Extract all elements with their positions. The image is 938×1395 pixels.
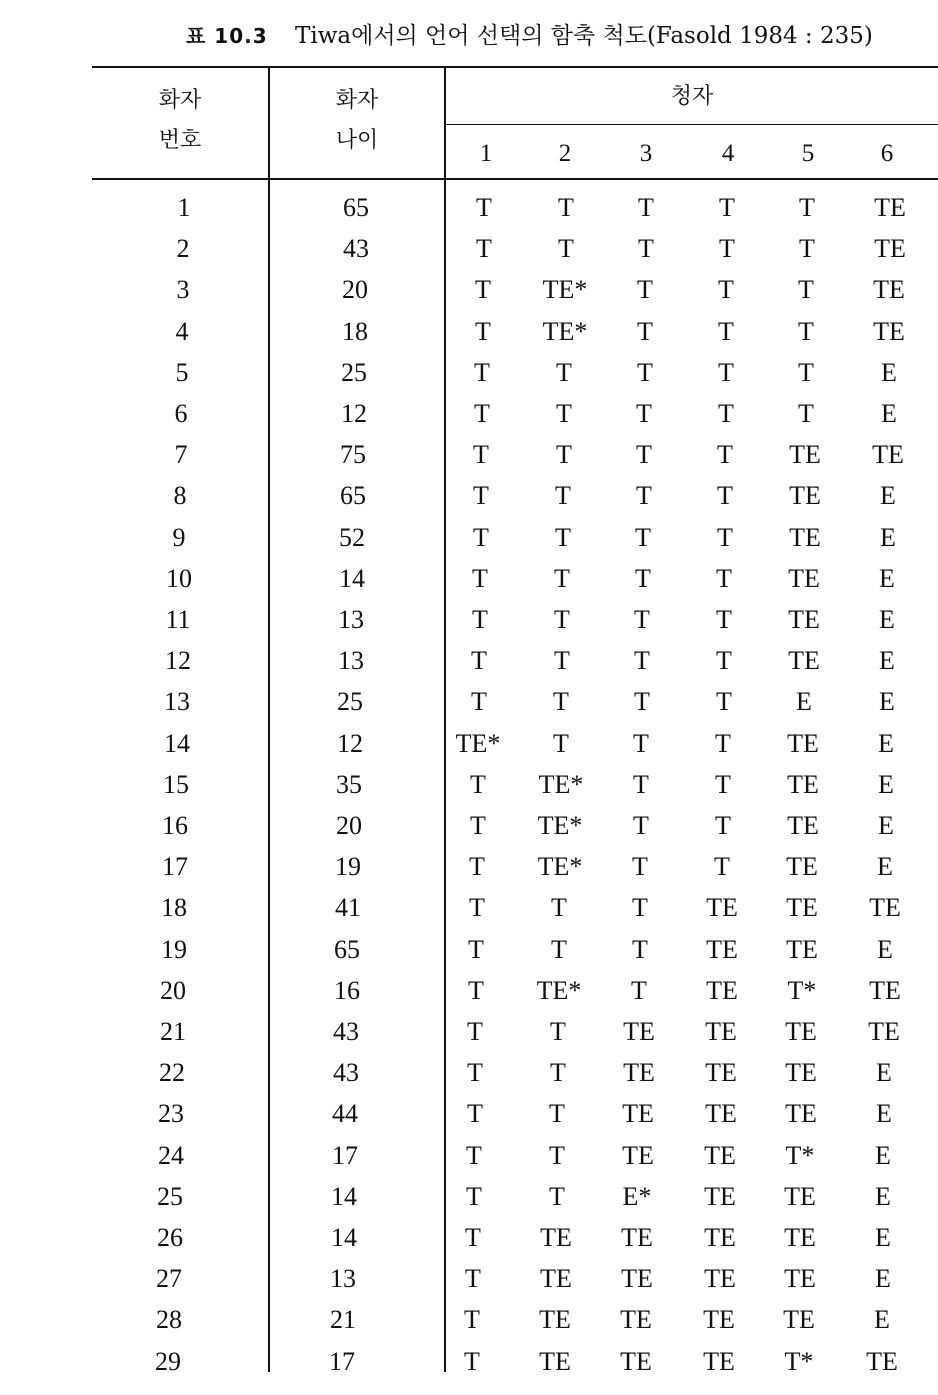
speaker-number-cell: 21 bbox=[160, 1017, 186, 1046]
column-divider-right bbox=[444, 66, 446, 1372]
listener-6-choice-cell: E bbox=[881, 358, 897, 387]
listener-6-choice-cell: TE bbox=[868, 1017, 900, 1046]
speaker-age-cell: 65 bbox=[343, 193, 369, 222]
listener-4-choice-cell: T bbox=[717, 523, 733, 552]
listener-3-choice-cell: TE bbox=[620, 1347, 652, 1376]
listener-3-choice-cell: T bbox=[636, 399, 652, 428]
listener-6-choice-cell: E bbox=[879, 605, 895, 634]
listener-6-choice-cell: E bbox=[879, 564, 895, 593]
speaker-number-cell: 5 bbox=[175, 358, 189, 387]
speaker-age-cell: 16 bbox=[334, 976, 360, 1005]
speaker-number-cell: 26 bbox=[157, 1223, 183, 1252]
listener-1-choice-cell: T bbox=[471, 687, 487, 716]
listener-5-choice-cell: TE bbox=[783, 1305, 815, 1334]
speaker-number-cell: 11 bbox=[165, 605, 191, 634]
speaker-number-cell: 16 bbox=[162, 811, 188, 840]
speaker-number-cell: 22 bbox=[159, 1058, 185, 1087]
listener-4-choice-cell: T bbox=[715, 770, 731, 799]
listener-1-choice-cell: T bbox=[469, 852, 485, 881]
listener-4-choice-cell: T bbox=[719, 193, 735, 222]
listener-3-choice-cell: T bbox=[637, 358, 653, 387]
speaker-age-cell: 43 bbox=[333, 1017, 359, 1046]
speaker-number-cell: 1 bbox=[177, 193, 191, 222]
speaker-age-cell: 17 bbox=[329, 1347, 355, 1376]
listener-3-choice-cell: T bbox=[633, 811, 649, 840]
speaker-number-cell: 18 bbox=[161, 893, 187, 922]
listener-5-choice-cell: TE bbox=[784, 1223, 816, 1252]
listener-1-choice-cell: T bbox=[475, 317, 491, 346]
listener-2-choice-cell: T bbox=[551, 935, 567, 964]
listener-6-choice-cell: E bbox=[880, 481, 896, 510]
header-listener-col-2: 2 bbox=[558, 140, 572, 167]
listener-6-choice-cell: TE bbox=[873, 317, 905, 346]
listener-4-choice-cell: T bbox=[715, 729, 731, 758]
listener-5-choice-cell: T bbox=[799, 234, 815, 263]
listener-1-choice-cell: T bbox=[474, 358, 490, 387]
listener-1-choice-cell: T bbox=[474, 399, 490, 428]
listener-5-choice-cell: TE bbox=[788, 646, 820, 675]
speaker-number-cell: 12 bbox=[165, 646, 191, 675]
speaker-number-cell: 20 bbox=[160, 976, 186, 1005]
listener-2-choice-cell: TE* bbox=[537, 852, 583, 881]
listener-3-choice-cell: T bbox=[636, 440, 652, 469]
listener-6-choice-cell: E bbox=[879, 687, 895, 716]
listener-5-choice-cell: T bbox=[798, 399, 814, 428]
listener-4-choice-cell: TE bbox=[705, 1058, 737, 1087]
listener-6-choice-cell: TE bbox=[873, 275, 905, 304]
speaker-number-cell: 15 bbox=[163, 770, 189, 799]
speaker-number-cell: 8 bbox=[173, 481, 187, 510]
listener-3-choice-cell: T bbox=[632, 852, 648, 881]
speaker-age-cell: 14 bbox=[331, 1182, 357, 1211]
speaker-age-cell: 21 bbox=[330, 1305, 356, 1334]
listener-1-choice-cell: T bbox=[466, 1141, 482, 1170]
listener-6-choice-cell: E bbox=[878, 811, 894, 840]
listener-6-choice-cell: E bbox=[875, 1141, 891, 1170]
listener-1-choice-cell: T bbox=[471, 646, 487, 675]
speaker-number-cell: 7 bbox=[174, 440, 188, 469]
speaker-number-cell: 13 bbox=[164, 687, 190, 716]
listener-6-choice-cell: E bbox=[876, 1058, 892, 1087]
listener-1-choice-cell: T bbox=[467, 1017, 483, 1046]
listener-6-choice-cell: E bbox=[880, 523, 896, 552]
listener-6-choice-cell: E bbox=[876, 1099, 892, 1128]
listener-4-choice-cell: T bbox=[716, 605, 732, 634]
speaker-age-cell: 44 bbox=[332, 1099, 358, 1128]
listener-3-choice-cell: TE bbox=[622, 1141, 654, 1170]
listener-6-choice-cell: E bbox=[875, 1264, 891, 1293]
listener-5-choice-cell: TE bbox=[786, 893, 818, 922]
header-listener-col-1: 1 bbox=[479, 140, 493, 167]
listener-6-choice-cell: TE bbox=[874, 234, 906, 263]
listener-2-choice-cell: TE bbox=[540, 1223, 572, 1252]
listener-3-choice-cell: T bbox=[637, 317, 653, 346]
listener-3-choice-cell: E* bbox=[622, 1182, 652, 1211]
speaker-age-cell: 43 bbox=[333, 1058, 359, 1087]
listener-5-choice-cell: TE bbox=[787, 729, 819, 758]
speaker-age-cell: 25 bbox=[337, 687, 363, 716]
listener-5-choice-cell: TE bbox=[786, 935, 818, 964]
listener-1-choice-cell: T bbox=[468, 935, 484, 964]
listener-2-choice-cell: TE bbox=[540, 1264, 572, 1293]
listener-4-choice-cell: T bbox=[714, 852, 730, 881]
listener-1-choice-cell: T bbox=[473, 523, 489, 552]
column-divider-left bbox=[268, 66, 270, 1372]
listener-2-choice-cell: T bbox=[550, 1017, 566, 1046]
listener-4-choice-cell: TE bbox=[703, 1305, 735, 1334]
listener-4-choice-cell: TE bbox=[706, 935, 738, 964]
listener-5-choice-cell: TE bbox=[789, 523, 821, 552]
listener-6-choice-cell: E bbox=[881, 399, 897, 428]
listener-4-choice-cell: TE bbox=[706, 976, 738, 1005]
listener-6-choice-cell: E bbox=[878, 729, 894, 758]
speaker-age-cell: 41 bbox=[335, 893, 361, 922]
listener-5-choice-cell: T bbox=[798, 317, 814, 346]
listener-5-choice-cell: T* bbox=[787, 976, 817, 1005]
speaker-age-cell: 19 bbox=[335, 852, 361, 881]
listener-3-choice-cell: T bbox=[635, 564, 651, 593]
listener-4-choice-cell: TE bbox=[706, 893, 738, 922]
listener-6-choice-cell: TE bbox=[869, 893, 901, 922]
speaker-age-cell: 12 bbox=[337, 729, 363, 758]
speaker-age-cell: 18 bbox=[342, 317, 368, 346]
speaker-number-cell: 27 bbox=[156, 1264, 182, 1293]
listener-5-choice-cell: TE bbox=[789, 481, 821, 510]
listener-1-choice-cell: T bbox=[473, 440, 489, 469]
listener-1-choice-cell: T bbox=[467, 1058, 483, 1087]
speaker-number-cell: 29 bbox=[155, 1347, 181, 1376]
listener-1-choice-cell: T bbox=[472, 605, 488, 634]
listener-5-choice-cell: T bbox=[798, 358, 814, 387]
speaker-age-cell: 14 bbox=[331, 1223, 357, 1252]
header-speaker-no-line2: 번호 bbox=[158, 128, 202, 153]
listener-3-choice-cell: TE bbox=[620, 1305, 652, 1334]
listener-3-choice-cell: TE bbox=[623, 1017, 655, 1046]
header-bottom-rule bbox=[92, 178, 938, 180]
header-listener-col-6: 6 bbox=[880, 140, 894, 167]
header-listener-col-4: 4 bbox=[721, 140, 735, 167]
listener-3-choice-cell: TE bbox=[622, 1099, 654, 1128]
listener-2-choice-cell: T bbox=[551, 893, 567, 922]
speaker-number-cell: 19 bbox=[161, 935, 187, 964]
speaker-number-cell: 6 bbox=[174, 399, 188, 428]
listener-3-choice-cell: T bbox=[638, 234, 654, 263]
header-speaker-age-line1: 화자 bbox=[335, 88, 379, 113]
listener-2-choice-cell: T bbox=[555, 523, 571, 552]
listener-3-choice-cell: T bbox=[634, 646, 650, 675]
listener-6-choice-cell: E bbox=[875, 1223, 891, 1252]
listener-2-choice-cell: TE* bbox=[538, 770, 584, 799]
speaker-age-cell: 13 bbox=[338, 605, 364, 634]
listener-5-choice-cell: T* bbox=[784, 1347, 814, 1376]
listener-4-choice-cell: T bbox=[717, 440, 733, 469]
listener-5-choice-cell: TE bbox=[784, 1182, 816, 1211]
listener-subheader-rule bbox=[446, 124, 938, 125]
header-listener-col-5: 5 bbox=[801, 140, 815, 167]
listener-1-choice-cell: T bbox=[465, 1264, 481, 1293]
listener-6-choice-cell: E bbox=[875, 1182, 891, 1211]
listener-3-choice-cell: T bbox=[637, 275, 653, 304]
header-speaker-age-line2: 나이 bbox=[335, 128, 379, 153]
listener-1-choice-cell: T bbox=[464, 1347, 480, 1376]
listener-3-choice-cell: T bbox=[636, 481, 652, 510]
listener-2-choice-cell: T bbox=[554, 564, 570, 593]
speaker-age-cell: 75 bbox=[340, 440, 366, 469]
listener-4-choice-cell: T bbox=[717, 481, 733, 510]
listener-2-choice-cell: TE bbox=[539, 1347, 571, 1376]
speaker-number-cell: 23 bbox=[158, 1099, 184, 1128]
listener-4-choice-cell: T bbox=[718, 275, 734, 304]
listener-5-choice-cell: TE bbox=[785, 1058, 817, 1087]
listener-6-choice-cell: TE bbox=[866, 1347, 898, 1376]
speaker-age-cell: 13 bbox=[330, 1264, 356, 1293]
listener-4-choice-cell: T bbox=[718, 358, 734, 387]
speaker-age-cell: 52 bbox=[339, 523, 365, 552]
listener-2-choice-cell: TE* bbox=[536, 976, 582, 1005]
listener-4-choice-cell: T bbox=[716, 646, 732, 675]
listener-1-choice-cell: T bbox=[466, 1182, 482, 1211]
listener-2-choice-cell: TE* bbox=[542, 317, 588, 346]
listener-4-choice-cell: T bbox=[719, 234, 735, 263]
speaker-age-cell: 20 bbox=[342, 275, 368, 304]
listener-3-choice-cell: T bbox=[634, 605, 650, 634]
caption-title: Tiwa에서의 언어 선택의 함축 척도(Fasold 1984 : 235) bbox=[295, 23, 873, 49]
listener-1-choice-cell: T bbox=[475, 275, 491, 304]
speaker-number-cell: 10 bbox=[166, 564, 192, 593]
speaker-age-cell: 25 bbox=[341, 358, 367, 387]
listener-4-choice-cell: TE bbox=[703, 1347, 735, 1376]
listener-5-choice-cell: T bbox=[799, 193, 815, 222]
speaker-number-cell: 9 bbox=[172, 523, 186, 552]
speaker-age-cell: 14 bbox=[339, 564, 365, 593]
listener-4-choice-cell: TE bbox=[705, 1017, 737, 1046]
caption-label: 표 10.3 bbox=[186, 24, 268, 48]
speaker-age-cell: 13 bbox=[338, 646, 364, 675]
header-listener: 청자 bbox=[670, 84, 714, 109]
listener-3-choice-cell: T bbox=[638, 193, 654, 222]
listener-2-choice-cell: T bbox=[549, 1099, 565, 1128]
listener-4-choice-cell: TE bbox=[704, 1223, 736, 1252]
listener-4-choice-cell: T bbox=[715, 811, 731, 840]
listener-5-choice-cell: TE bbox=[787, 770, 819, 799]
listener-1-choice-cell: T bbox=[470, 770, 486, 799]
listener-4-choice-cell: TE bbox=[705, 1099, 737, 1128]
listener-6-choice-cell: E bbox=[877, 852, 893, 881]
listener-5-choice-cell: TE bbox=[788, 564, 820, 593]
speaker-number-cell: 3 bbox=[176, 275, 190, 304]
listener-3-choice-cell: T bbox=[633, 770, 649, 799]
listener-2-choice-cell: T bbox=[555, 481, 571, 510]
listener-1-choice-cell: T bbox=[476, 234, 492, 263]
listener-6-choice-cell: E bbox=[879, 646, 895, 675]
speaker-number-cell: 14 bbox=[164, 729, 190, 758]
listener-6-choice-cell: TE bbox=[869, 976, 901, 1005]
listener-1-choice-cell: TE* bbox=[455, 729, 501, 758]
listener-5-choice-cell: T* bbox=[785, 1141, 815, 1170]
speaker-number-cell: 28 bbox=[156, 1305, 182, 1334]
listener-4-choice-cell: T bbox=[716, 564, 732, 593]
listener-5-choice-cell: TE bbox=[785, 1017, 817, 1046]
listener-4-choice-cell: TE bbox=[704, 1182, 736, 1211]
listener-5-choice-cell: TE bbox=[784, 1264, 816, 1293]
speaker-number-cell: 17 bbox=[162, 852, 188, 881]
speaker-age-cell: 20 bbox=[336, 811, 362, 840]
speaker-age-cell: 43 bbox=[343, 234, 369, 263]
speaker-number-cell: 24 bbox=[158, 1141, 184, 1170]
listener-1-choice-cell: T bbox=[464, 1305, 480, 1334]
listener-6-choice-cell: E bbox=[877, 935, 893, 964]
speaker-number-cell: 2 bbox=[176, 234, 190, 263]
listener-5-choice-cell: T bbox=[798, 275, 814, 304]
listener-2-choice-cell: T bbox=[556, 358, 572, 387]
listener-3-choice-cell: TE bbox=[621, 1264, 653, 1293]
speaker-number-cell: 25 bbox=[157, 1182, 183, 1211]
listener-2-choice-cell: T bbox=[554, 605, 570, 634]
header-speaker-no-line1: 화자 bbox=[158, 88, 202, 113]
listener-2-choice-cell: T bbox=[556, 399, 572, 428]
listener-4-choice-cell: TE bbox=[704, 1264, 736, 1293]
speaker-age-cell: 12 bbox=[341, 399, 367, 428]
listener-5-choice-cell: TE bbox=[785, 1099, 817, 1128]
speaker-age-cell: 35 bbox=[336, 770, 362, 799]
listener-6-choice-cell: E bbox=[874, 1305, 890, 1334]
listener-2-choice-cell: TE* bbox=[537, 811, 583, 840]
speaker-age-cell: 17 bbox=[332, 1141, 358, 1170]
listener-2-choice-cell: T bbox=[556, 440, 572, 469]
listener-5-choice-cell: E bbox=[796, 687, 812, 716]
listener-1-choice-cell: T bbox=[465, 1223, 481, 1252]
header-listener-col-3: 3 bbox=[639, 140, 653, 167]
speaker-age-cell: 65 bbox=[340, 481, 366, 510]
listener-6-choice-cell: TE bbox=[872, 440, 904, 469]
listener-1-choice-cell: T bbox=[472, 564, 488, 593]
listener-3-choice-cell: TE bbox=[623, 1058, 655, 1087]
listener-2-choice-cell: T bbox=[558, 193, 574, 222]
listener-6-choice-cell: E bbox=[878, 770, 894, 799]
listener-1-choice-cell: T bbox=[470, 811, 486, 840]
listener-1-choice-cell: T bbox=[468, 976, 484, 1005]
listener-2-choice-cell: T bbox=[553, 687, 569, 716]
listener-3-choice-cell: T bbox=[633, 729, 649, 758]
listener-1-choice-cell: T bbox=[476, 193, 492, 222]
listener-2-choice-cell: T bbox=[549, 1141, 565, 1170]
listener-3-choice-cell: T bbox=[632, 935, 648, 964]
listener-2-choice-cell: T bbox=[558, 234, 574, 263]
listener-5-choice-cell: TE bbox=[787, 811, 819, 840]
listener-5-choice-cell: TE bbox=[786, 852, 818, 881]
listener-2-choice-cell: TE* bbox=[542, 275, 588, 304]
listener-2-choice-cell: T bbox=[549, 1182, 565, 1211]
listener-4-choice-cell: T bbox=[716, 687, 732, 716]
listener-4-choice-cell: T bbox=[718, 317, 734, 346]
speaker-age-cell: 65 bbox=[334, 935, 360, 964]
listener-6-choice-cell: TE bbox=[874, 193, 906, 222]
listener-3-choice-cell: T bbox=[635, 523, 651, 552]
listener-5-choice-cell: TE bbox=[788, 605, 820, 634]
listener-5-choice-cell: TE bbox=[789, 440, 821, 469]
listener-3-choice-cell: TE bbox=[621, 1223, 653, 1252]
listener-3-choice-cell: T bbox=[632, 893, 648, 922]
listener-2-choice-cell: T bbox=[550, 1058, 566, 1087]
listener-4-choice-cell: T bbox=[718, 399, 734, 428]
listener-2-choice-cell: TE bbox=[539, 1305, 571, 1334]
listener-2-choice-cell: T bbox=[553, 729, 569, 758]
listener-1-choice-cell: T bbox=[469, 893, 485, 922]
listener-3-choice-cell: T bbox=[634, 687, 650, 716]
listener-2-choice-cell: T bbox=[554, 646, 570, 675]
listener-3-choice-cell: T bbox=[631, 976, 647, 1005]
listener-4-choice-cell: TE bbox=[704, 1141, 736, 1170]
top-rule bbox=[92, 66, 938, 68]
listener-1-choice-cell: T bbox=[473, 481, 489, 510]
listener-1-choice-cell: T bbox=[467, 1099, 483, 1128]
speaker-number-cell: 4 bbox=[175, 317, 189, 346]
